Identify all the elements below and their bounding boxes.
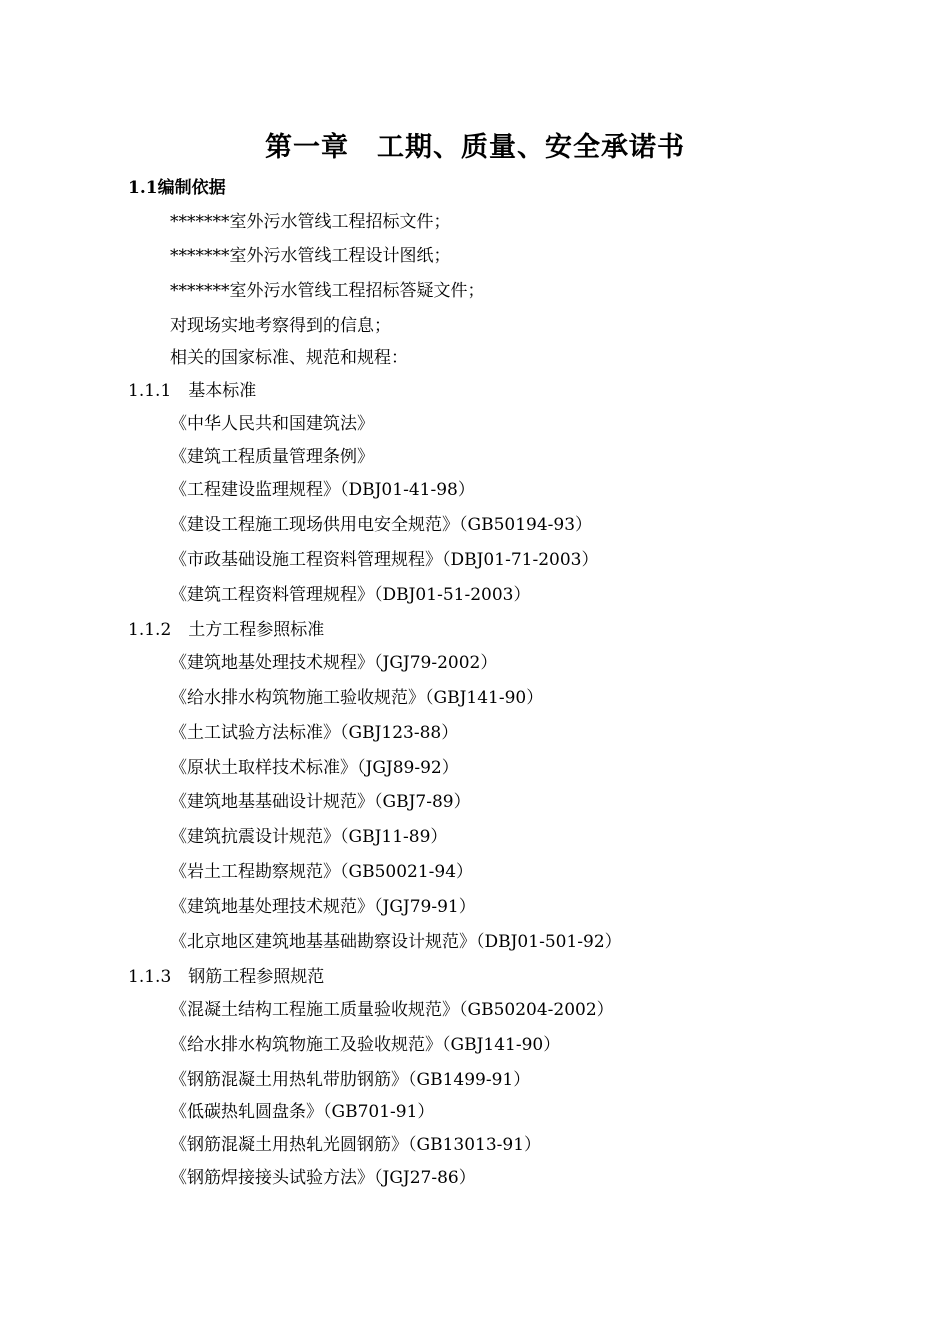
list-item: 对现场实地考察得到的信息； — [170, 316, 391, 336]
section-heading-1-1-3: 1.1.3 钢筋工程参照规范 — [128, 967, 325, 987]
list-item: 《中华人民共和国建筑法》 — [170, 414, 374, 434]
page-title: 第一章 工期、质量、安全承诺书 — [265, 132, 685, 163]
list-item: 《原状土取样技术标准》（JGJ89-92） — [170, 758, 459, 778]
list-item: 《混凝土结构工程施工质量验收规范》（GB50204-2002） — [170, 1000, 614, 1020]
list-item: 《市政基础设施工程资料管理规程》（DBJ01-71-2003） — [170, 550, 599, 570]
list-item: *******室外污水管线工程设计图纸； — [170, 246, 451, 266]
list-item: 《钢筋混凝土用热轧光圆钢筋》（GB13013-91） — [170, 1135, 542, 1155]
list-item: 《给水排水构筑物施工验收规范》（GBJ141-90） — [170, 688, 544, 708]
list-item: 《建筑地基处理技术规程》（JGJ79-2002） — [170, 653, 498, 673]
list-item: *******室外污水管线工程招标答疑文件； — [170, 281, 485, 301]
list-item: 《给水排水构筑物施工及验收规范》（GBJ141-90） — [170, 1035, 561, 1055]
list-item: 《北京地区建筑地基基础勘察设计规范》（DBJ01-501-92） — [170, 932, 622, 952]
section-heading-1-1: 1.1编制依据 — [128, 178, 226, 198]
list-item: 《土工试验方法标准》（GBJ123-88） — [170, 723, 459, 743]
list-item: 《建筑工程资料管理规程》（DBJ01-51-2003） — [170, 585, 531, 605]
list-item: 《建筑地基处理技术规范》（JGJ79-91） — [170, 897, 476, 917]
list-item: 《建筑地基基础设计规范》（GBJ7-89） — [170, 792, 471, 812]
section-heading-1-1-2: 1.1.2 土方工程参照标准 — [128, 620, 325, 640]
section-heading-1-1-1: 1.1.1 基本标准 — [128, 381, 257, 401]
list-item: 《建筑抗震设计规范》（GBJ11-89） — [170, 827, 448, 847]
list-item: 《钢筋混凝土用热轧带肋钢筋》（GB1499-91） — [170, 1070, 531, 1090]
list-item: 相关的国家标准、规范和规程： — [170, 348, 408, 368]
list-item: 《低碳热轧圆盘条》（GB701-91） — [170, 1102, 435, 1122]
list-item: 《钢筋焊接接头试验方法》（JGJ27-86） — [170, 1168, 476, 1188]
list-item: 《工程建设监理规程》（DBJ01-41-98） — [170, 480, 475, 500]
list-item: *******室外污水管线工程招标文件； — [170, 212, 451, 232]
list-item: 《建筑工程质量管理条例》 — [170, 447, 374, 467]
list-item: 《岩土工程勘察规范》（GB50021-94） — [170, 862, 474, 882]
list-item: 《建设工程施工现场供用电安全规范》（GB50194-93） — [170, 515, 593, 535]
